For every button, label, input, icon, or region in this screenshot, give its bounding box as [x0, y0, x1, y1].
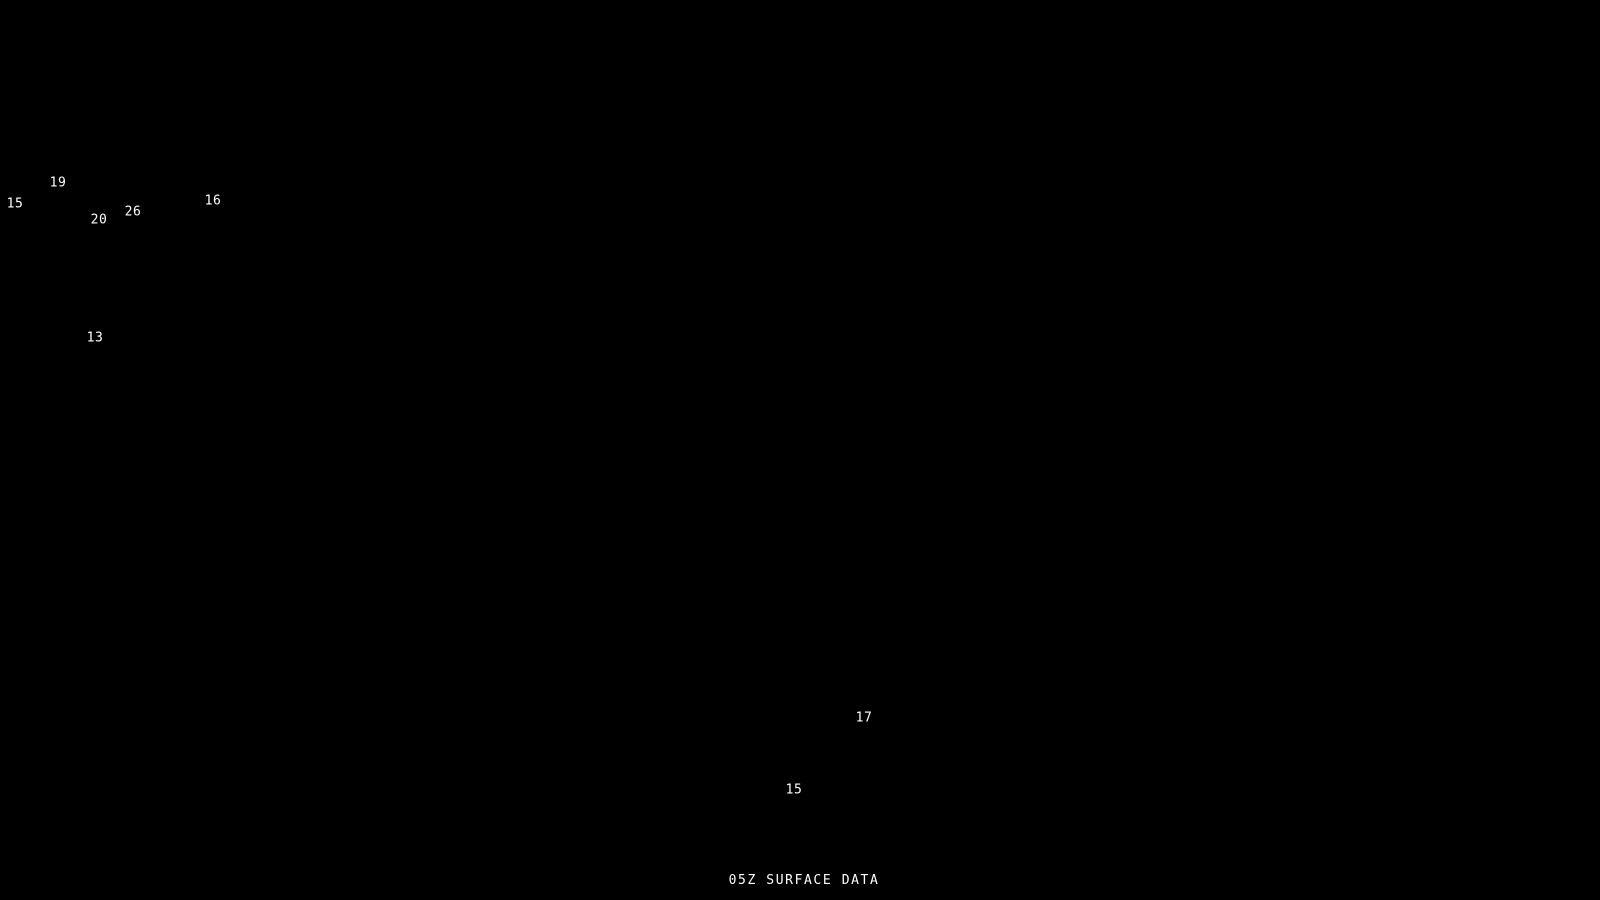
- station-plot: 17: [855, 710, 873, 726]
- station-plot: 13: [86, 330, 104, 346]
- station-plot: 26: [124, 204, 142, 220]
- station-plot: 20: [90, 212, 108, 228]
- station-plot: 15: [785, 782, 803, 798]
- station-plot: 15: [6, 196, 24, 212]
- station-plot: 19: [49, 175, 67, 191]
- map-caption: 05Z SURFACE DATA: [728, 873, 880, 888]
- station-plot: 16: [204, 193, 222, 209]
